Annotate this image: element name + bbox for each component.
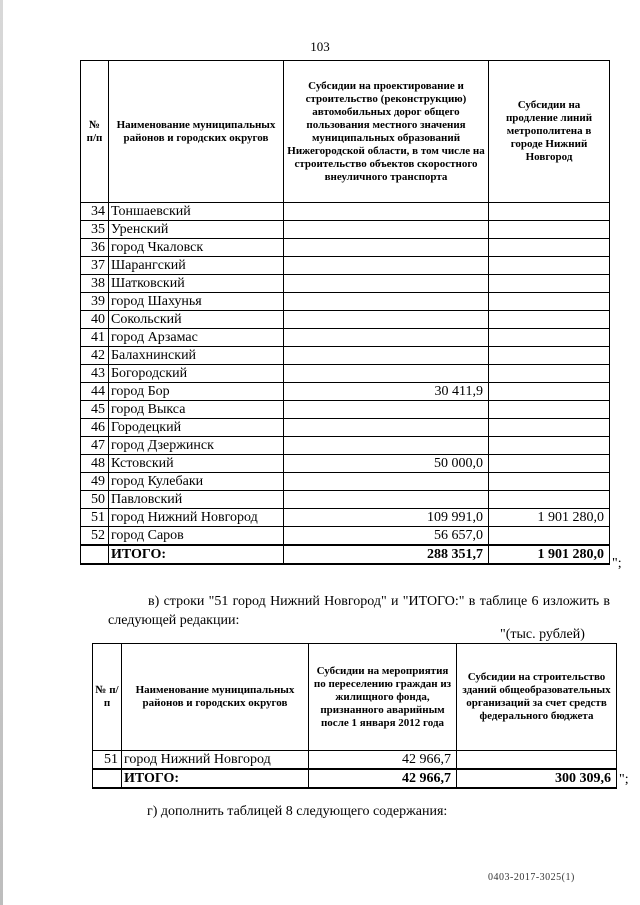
row-roads-value — [284, 329, 489, 347]
table-row — [81, 203, 610, 221]
row-municipality: Кстовский — [109, 455, 284, 473]
total-resettlement-value: 42 966,7 — [309, 769, 457, 788]
row-metro-value — [489, 239, 610, 257]
row-metro-value — [489, 257, 610, 275]
row-municipality: Городецкий — [109, 419, 284, 437]
table2-closing-quote: "; — [619, 772, 629, 787]
row-municipality: Уренский — [109, 221, 284, 239]
row-num: 50 — [81, 491, 109, 509]
row-roads-value — [284, 203, 489, 221]
row-num: 48 — [81, 455, 109, 473]
table-row — [81, 221, 610, 239]
row-municipality: Шатковский — [109, 275, 284, 293]
table-row — [93, 751, 617, 770]
row-roads-value: 50 000,0 — [284, 455, 489, 473]
row-roads-value: 109 991,0 — [284, 509, 489, 527]
row-num: 40 — [81, 311, 109, 329]
table1-closing-quote: "; — [612, 556, 622, 571]
total-school-value: 300 309,6 — [457, 769, 617, 788]
total-num-cell — [93, 769, 122, 788]
document-code: 0403-2017-3025(1) — [488, 872, 575, 883]
row-municipality: город Нижний Новгород — [122, 751, 309, 770]
row-roads-value — [284, 437, 489, 455]
row-metro-value — [489, 311, 610, 329]
row-municipality: город Шахунья — [109, 293, 284, 311]
row-roads-value — [284, 347, 489, 365]
row-roads-value — [284, 365, 489, 383]
row-metro-value — [489, 293, 610, 311]
row-municipality: Балахнинский — [109, 347, 284, 365]
total-label: ИТОГО: — [122, 769, 309, 788]
header-municipality: Наименование муниципальных районов и городских округов — [109, 61, 284, 203]
row-metro-value — [489, 347, 610, 365]
row-municipality: Шарангский — [109, 257, 284, 275]
table-row — [81, 491, 610, 509]
row-municipality: город Дзержинск — [109, 437, 284, 455]
row-roads-value — [284, 491, 489, 509]
header-school-subsidy: Субсидии на строительство зданий общеобразовательных организаций за счет средств федерального бюджета — [457, 644, 617, 751]
row-municipality: город Арзамас — [109, 329, 284, 347]
row-municipality: город Нижний Новгород — [109, 509, 284, 527]
header-metro-subsidy: Субсидии на продление линий метрополитена в городе Нижний Новгород — [489, 61, 610, 203]
row-school-value — [457, 751, 617, 770]
row-roads-value: 56 657,0 — [284, 527, 489, 546]
row-metro-value — [489, 221, 610, 239]
row-metro-value: 1 901 280,0 — [489, 509, 610, 527]
total-roads-value: 288 351,7 — [284, 545, 489, 564]
row-municipality: Павловский — [109, 491, 284, 509]
table-row — [81, 509, 610, 527]
row-roads-value — [284, 275, 489, 293]
header-num: № п/п — [93, 644, 122, 751]
row-num: 51 — [93, 751, 122, 770]
row-num: 43 — [81, 365, 109, 383]
table-row — [81, 365, 610, 383]
row-num: 45 — [81, 401, 109, 419]
row-roads-value — [284, 293, 489, 311]
row-resettlement-value: 42 966,7 — [309, 751, 457, 770]
row-municipality: город Саров — [109, 527, 284, 546]
row-num: 35 — [81, 221, 109, 239]
row-num: 52 — [81, 527, 109, 546]
table-row — [81, 455, 610, 473]
row-municipality: город Выкса — [109, 401, 284, 419]
row-num: 36 — [81, 239, 109, 257]
row-municipality: Богородский — [109, 365, 284, 383]
row-num: 49 — [81, 473, 109, 491]
table-row — [81, 383, 610, 401]
table-body — [81, 203, 610, 546]
header-municipality: Наименование муниципальных районов и городских округов — [122, 644, 309, 751]
row-metro-value — [489, 203, 610, 221]
table-row — [81, 257, 610, 275]
paragraph-v-text: в) строки "51 город Нижний Новгород" и "ИТОГО:" в таблице 6 изложить в следующей редакции: — [108, 594, 610, 628]
table-row — [81, 329, 610, 347]
row-municipality: Сокольский — [109, 311, 284, 329]
header-num: № п/п — [81, 61, 109, 203]
page-number: 103 — [310, 39, 330, 54]
row-num: 38 — [81, 275, 109, 293]
row-num: 42 — [81, 347, 109, 365]
row-num: 39 — [81, 293, 109, 311]
row-roads-value — [284, 473, 489, 491]
table-row — [81, 527, 610, 546]
row-roads-value — [284, 221, 489, 239]
total-num-cell — [81, 545, 109, 564]
row-roads-value: 30 411,9 — [284, 383, 489, 401]
row-metro-value — [489, 419, 610, 437]
table-row — [81, 473, 610, 491]
paragraph-v — [108, 592, 610, 630]
table-row — [81, 401, 610, 419]
row-num: 41 — [81, 329, 109, 347]
header-roads-subsidy: Субсидии на проектирование и строительство (реконструкцию) автомобильных дорог общего пользования местного значения муниципальных образований Нижегородской области, в том числе на строительство объектов скоростного внеуличного транспорта — [284, 61, 489, 203]
row-num: 34 — [81, 203, 109, 221]
row-num: 46 — [81, 419, 109, 437]
row-metro-value — [489, 527, 610, 546]
row-municipality: город Бор — [109, 383, 284, 401]
row-metro-value — [489, 275, 610, 293]
header-resettlement-subsidy: Субсидии на мероприятия по переселению граждан из жилищного фонда, признанного аварийным после 1 января 2012 года — [309, 644, 457, 751]
table-row — [81, 239, 610, 257]
paragraph-g: г) дополнить таблицей 8 следующего содержания: — [147, 804, 448, 819]
table-row — [81, 275, 610, 293]
table-row — [81, 293, 610, 311]
subsidies-table-main — [80, 60, 610, 565]
scan-edge — [0, 0, 3, 905]
total-row — [93, 769, 617, 788]
row-num: 37 — [81, 257, 109, 275]
total-label: ИТОГО: — [109, 545, 284, 564]
subsidies-table-6 — [92, 643, 617, 789]
row-roads-value — [284, 401, 489, 419]
row-municipality: Тоншаевский — [109, 203, 284, 221]
row-metro-value — [489, 401, 610, 419]
table-row — [81, 311, 610, 329]
row-metro-value — [489, 383, 610, 401]
row-municipality: город Чкаловск — [109, 239, 284, 257]
row-num: 51 — [81, 509, 109, 527]
row-num: 47 — [81, 437, 109, 455]
table-row — [81, 419, 610, 437]
table-row — [81, 437, 610, 455]
row-metro-value — [489, 329, 610, 347]
row-municipality: город Кулебаки — [109, 473, 284, 491]
total-metro-value: 1 901 280,0 — [489, 545, 610, 564]
row-roads-value — [284, 311, 489, 329]
row-metro-value — [489, 365, 610, 383]
units-label: "(тыс. рублей) — [500, 627, 585, 642]
table-row — [81, 347, 610, 365]
row-roads-value — [284, 239, 489, 257]
row-metro-value — [489, 455, 610, 473]
row-metro-value — [489, 473, 610, 491]
row-metro-value — [489, 491, 610, 509]
row-num: 44 — [81, 383, 109, 401]
total-row — [81, 545, 610, 564]
row-metro-value — [489, 437, 610, 455]
row-roads-value — [284, 257, 489, 275]
row-roads-value — [284, 419, 489, 437]
